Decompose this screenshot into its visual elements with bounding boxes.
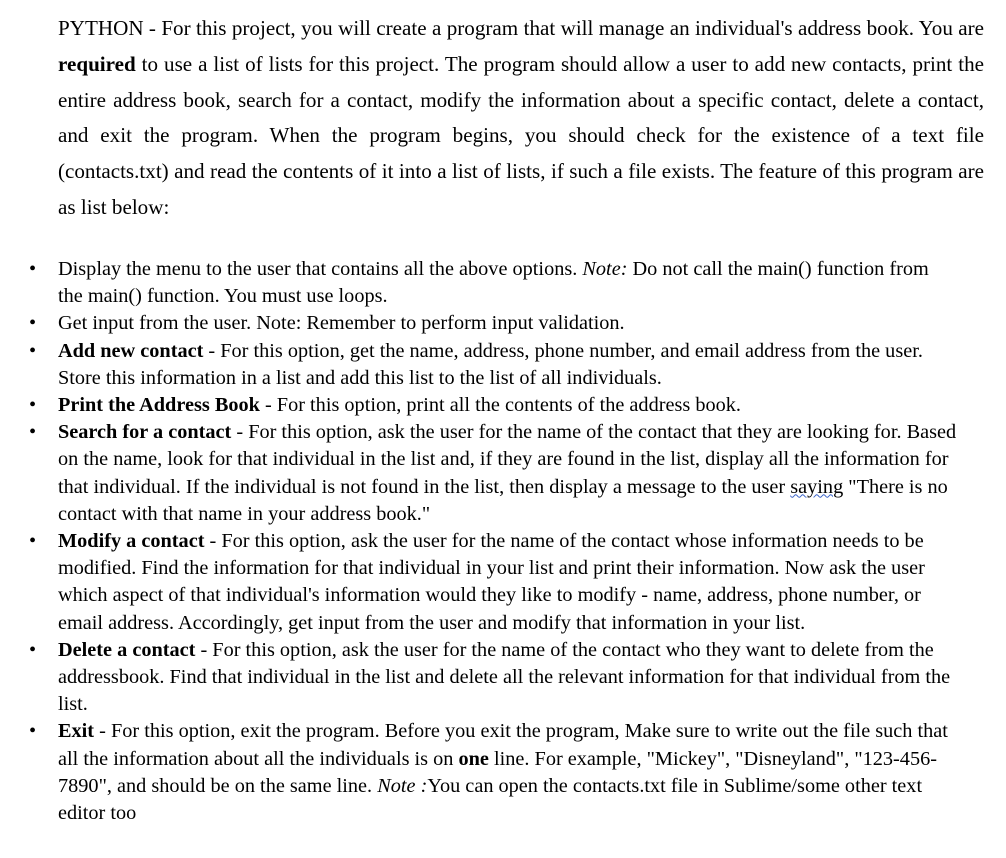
- intro-text-start: PYTHON - For this project, you will create a program that will manage an individual's address book. You are: [58, 16, 984, 40]
- bullet: •: [29, 421, 37, 444]
- menu-text: Display the menu to the user that contains all the above options.: [58, 258, 583, 280]
- add-contact-text: - For this option, get the name, address, phone number, and email address from the user. Store this information in a list and add this list to the list of all individuals.: [58, 339, 923, 389]
- bullet: •: [29, 394, 37, 417]
- note-label: Note :: [377, 774, 428, 797]
- feature-list: [0, 256, 1006, 827]
- list-item-search-contact: [0, 419, 958, 528]
- exit-text: - For this option, exit the program. Before you exit the program, Make sure to write out the file such that all the information about all the individuals is on: [58, 720, 948, 770]
- search-contact-message: "There is no contact with that name in your address book.": [58, 475, 948, 525]
- list-item-delete-contact: [0, 637, 958, 719]
- spellcheck-flagged-word: saying: [790, 475, 844, 498]
- modify-contact-title: Modify a contact: [58, 530, 205, 553]
- list-item-exit: [0, 718, 958, 827]
- print-book-text: - For this option, print all the contents of the address book.: [259, 394, 741, 417]
- print-book-title: Print the Address Book: [58, 394, 260, 417]
- note-label: Note:: [582, 258, 628, 280]
- search-contact-title: Search for a contact: [58, 421, 232, 444]
- intro-paragraph: [58, 11, 984, 226]
- bullet: •: [29, 638, 37, 661]
- add-contact-title: Add new contact: [58, 339, 204, 362]
- list-item-input: [0, 310, 958, 337]
- intro-text-end: to use a list of lists for this project. The program should allow a user to add new contacts, print the entire address book, search for a contact, modify the information about a specific contact, delete a contact, and exit the program. When the program begins, you should check for the existence of a text file (contacts.txt) and read the contents of it into a list of lists, if such a file exists. The feature of this program are as list below:: [58, 51, 984, 219]
- exit-title: Exit: [58, 720, 95, 743]
- delete-contact-title: Delete a contact: [58, 638, 196, 661]
- required-emphasis: required: [58, 51, 136, 76]
- list-item-modify-contact: [0, 528, 958, 637]
- menu-note-text: Do not call the main() function from the main() function. You must use loops.: [58, 258, 929, 308]
- modify-contact-text: - For this option, ask the user for the name of the contact whose information needs to be modified. Find the information for that individual in your list and print their information. Now ask the user which aspect of that individual's information would they like to modify - name, address, phone number, or email address. Accordingly, get input from the user and modify that information in your list.: [58, 530, 925, 634]
- list-item-menu: [0, 256, 958, 310]
- search-contact-text: - For this option, ask the user for the name of the contact that they are looking for. Based on the name, look for that individual in the list and, if they are found in the list, display all the information for that individual. If the individual is not found in the list, then display a message to the user: [58, 421, 957, 498]
- delete-contact-text: - For this option, ask the user for the name of the contact who they want to delete from the addressbook. Find that individual in the list and delete all the relevant information for that individual from the list.: [58, 638, 951, 716]
- list-item-add-contact: [0, 338, 958, 392]
- bullet: •: [29, 258, 37, 280]
- one-emphasis: one: [458, 747, 489, 770]
- bullet: •: [29, 530, 37, 553]
- input-text: Get input from the user. Note: Remember to perform input validation.: [58, 312, 625, 335]
- exit-example-text: line. For example, "Mickey", "Disneyland", "123-456-7890", and should be on the same line.: [58, 747, 937, 797]
- list-item-print-book: [0, 392, 958, 419]
- bullet: •: [29, 312, 37, 335]
- bullet: •: [29, 720, 37, 743]
- bullet: •: [29, 339, 37, 362]
- exit-note-text: You can open the contacts.txt file in Sublime/some other text editor too: [58, 774, 923, 825]
